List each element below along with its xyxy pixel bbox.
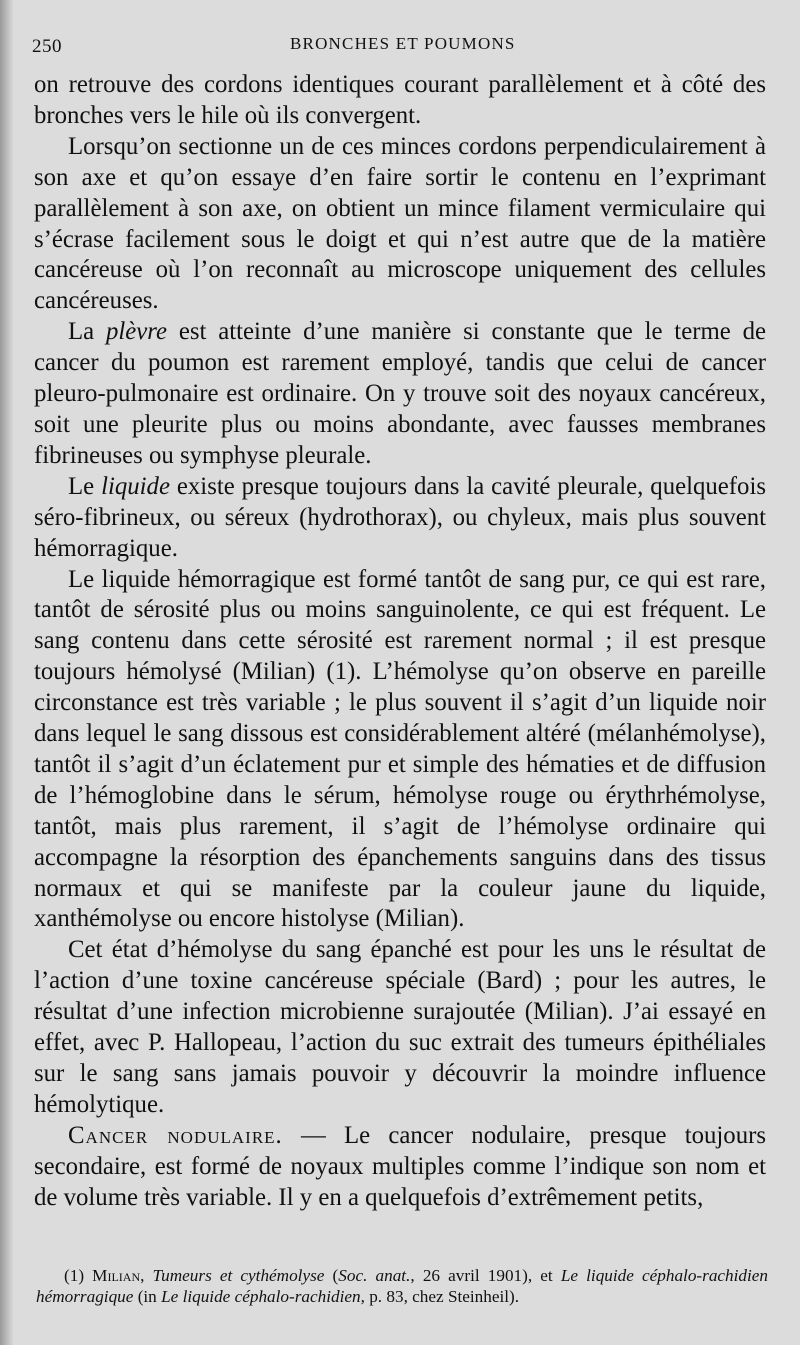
footnote-marker: (1) [64, 1266, 93, 1285]
paragraph [34, 472, 766, 565]
footnote-text: , 26 avril 1901), et [410, 1266, 561, 1285]
paragraph [34, 132, 766, 317]
paragraph-text: Lorsqu’on sectionne un de ces minces cordons perpendiculairement à son axe et qu’on essaye d’en faire sortir le contenu en l’exprimant parallèlement à son axe, on obtient un mince filament vermiculaire qui s’écrase facilement sous le doigt et qui n’est autre que de la matière cancéreuse où l’on reconnaît au microscope uniquement des cellules cancéreuses. [34, 132, 766, 315]
emphasis-liquide: liquide [101, 472, 170, 500]
page-number: 250 [32, 36, 62, 57]
section-heading: Cancer nodulaire. [68, 1121, 283, 1149]
emphasis-plevre: plèvre [106, 318, 168, 346]
page-gutter-shadow [0, 0, 14, 1345]
footnote-title: Le liquide céphalo-rachidien, [161, 1287, 365, 1306]
paragraph-text: existe presque toujours dans la cavité pleurale, quelquefois séro-fibrineux, ou séreux (hydrothorax), ou chyleux, mais plus souvent hémorragique. [34, 472, 766, 562]
paragraph-text: — Le cancer nodulaire, presque toujours secondaire, est formé de noyaux multiples comme l’indique son nom et de volume très variable. Il y en a quelquefois d’extrêmement petits, [34, 1121, 766, 1211]
paragraph [34, 565, 766, 936]
footnote-title: Tumeurs et cythémolyse [152, 1266, 325, 1285]
paragraph-text: Le liquide hémorragique est formé tantôt de sang pur, ce qui est rare, tantôt de sérosité plus ou moins sanguinolente, ce qui est fréquent. Le sang contenu dans cette sérosité est rarement normal ; il est presque toujours hémolysé (Milian) (1). L’hémolyse qu’on observe en pareille circonstance est très variable ; le plus souvent il s’agit d’un liquide noir dans lequel le sang dissous est considérablement altéré (mélanhémolyse), tantôt il s’agit d’un éclatement pur et simple des hématies et de diffusion de l’hémoglobine dans le sérum, hémolyse rouge ou érythrhémolyse, tantôt, mais plus rarement, il s’agit de l’hémolyse ordinaire qui accompagne la résorption des épanchements sanguins dans des tissus normaux et qui se manifeste par la couleur jaune du liquide, xanthémolyse ou encore histolyse (Milian). [34, 565, 766, 933]
footnote-text: p. 83, chez Steinheil). [364, 1287, 520, 1306]
paragraph-section-heading [34, 1121, 766, 1214]
paragraph [34, 70, 766, 132]
running-head: BRONCHES ET POUMONS [290, 34, 516, 53]
footnote-source: Soc. anat. [338, 1266, 411, 1285]
footnote-author: Milian [92, 1266, 141, 1285]
footnote-text: , [140, 1266, 153, 1285]
paragraph-text: est atteinte d’une manière si constante que le terme de cancer du poumon est rarement employé, tandis que celui de cancer pleuro-pulmonaire est ordinaire. On y trouve soit des noyaux cancéreux, soit une pleurite plus ou moins abondante, avec fausses membranes fibrineuses ou symphyse pleurale. [34, 318, 766, 469]
body-text [34, 70, 766, 1214]
footnote-title: Le liquide céphalo-rachidien hémorragique [36, 1266, 769, 1306]
paragraph [34, 935, 766, 1120]
paragraph-text: La [68, 318, 106, 346]
paragraph [34, 317, 766, 472]
paragraph-text: Le [68, 472, 102, 500]
footnote-text: (in [133, 1287, 162, 1306]
paragraph-text: on retrouve des cordons identiques courant parallèlement et à côté des bronches vers le hile où ils convergent. [34, 71, 766, 129]
paragraph-text: Cet état d’hémolyse du sang épanché est pour les uns le résultat de l’action d’une toxine cancéreuse spéciale (Bard) ; pour les autres, le résultat d’une infection microbienne surajoutée (Milian). J’ai essayé en effet, avec P. Hallopeau, l’action du suc extrait des tumeurs épithéliales sur le sang sans jamais pouvoir y découvrir la moindre influence hémolytique. [34, 936, 766, 1118]
footnote-text: ( [324, 1266, 339, 1285]
page-header [0, 28, 800, 58]
footnote [36, 1265, 768, 1307]
